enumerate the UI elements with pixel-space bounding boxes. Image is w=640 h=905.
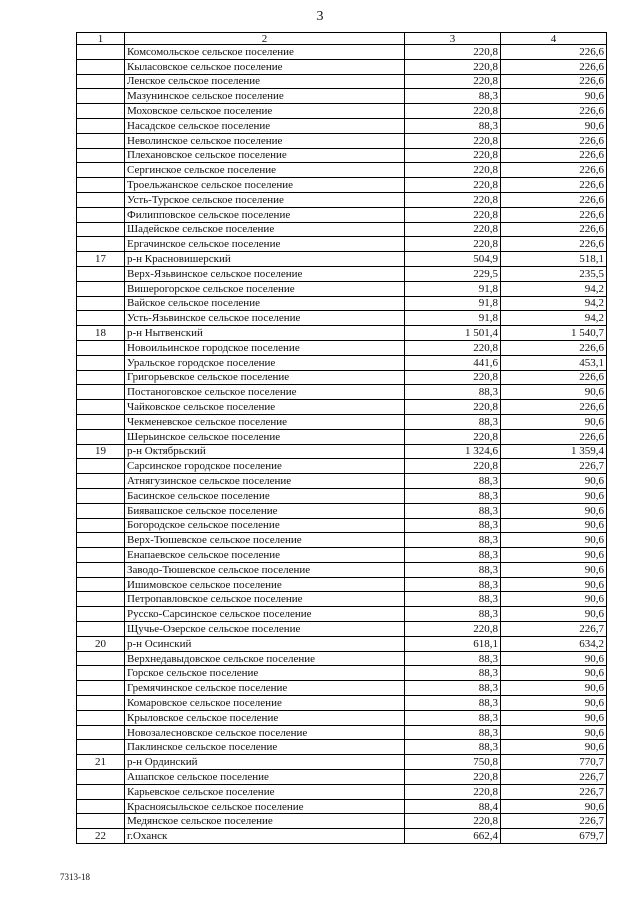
table-row — [77, 192, 607, 207]
row-number-cell — [77, 696, 125, 711]
row-number-cell — [77, 429, 125, 444]
municipality-name-cell: Комаровское сельское поселение — [125, 696, 405, 711]
municipality-name-cell: Неволинское сельское поселение — [125, 133, 405, 148]
value-column-3-cell: 91,8 — [405, 281, 501, 296]
table-row — [77, 429, 607, 444]
value-column-4-cell: 226,6 — [501, 148, 607, 163]
value-column-4-cell: 226,7 — [501, 814, 607, 829]
value-column-3-cell: 88,3 — [405, 666, 501, 681]
municipality-name-cell: Карьевское сельское поселение — [125, 784, 405, 799]
value-column-4-cell: 90,6 — [501, 607, 607, 622]
value-column-4-cell: 226,6 — [501, 192, 607, 207]
municipality-name-cell: Мазунинское сельское поселение — [125, 89, 405, 104]
row-number-cell — [77, 784, 125, 799]
value-column-4-cell: 226,7 — [501, 622, 607, 637]
row-number-cell — [77, 548, 125, 563]
value-column-3-cell: 88,3 — [405, 696, 501, 711]
row-number-cell — [77, 518, 125, 533]
row-number-cell — [77, 355, 125, 370]
table-row — [77, 326, 607, 341]
value-column-3-cell: 220,8 — [405, 104, 501, 119]
value-column-4-cell: 634,2 — [501, 636, 607, 651]
value-column-3-cell: 229,5 — [405, 266, 501, 281]
municipality-name-cell: Новоильинское городское поселение — [125, 340, 405, 355]
value-column-4-cell: 518,1 — [501, 252, 607, 267]
table-row — [77, 503, 607, 518]
table-row — [77, 577, 607, 592]
value-column-4-cell: 90,6 — [501, 710, 607, 725]
table-row — [77, 400, 607, 415]
value-column-4-cell: 1 540,7 — [501, 326, 607, 341]
value-column-4-cell: 770,7 — [501, 755, 607, 770]
municipality-name-cell: Верх-Язьвинское сельское поселение — [125, 266, 405, 281]
row-number-cell — [77, 178, 125, 193]
table-header-row — [77, 33, 607, 45]
table-row — [77, 74, 607, 89]
value-column-4-cell: 90,6 — [501, 518, 607, 533]
allocation-table — [76, 32, 607, 844]
value-column-3-cell: 88,3 — [405, 710, 501, 725]
value-column-3-cell: 220,8 — [405, 133, 501, 148]
table-row — [77, 207, 607, 222]
value-column-4-cell: 226,6 — [501, 400, 607, 415]
value-column-4-cell: 226,7 — [501, 784, 607, 799]
row-number-cell — [77, 651, 125, 666]
value-column-3-cell: 220,8 — [405, 45, 501, 60]
value-column-3-cell: 220,8 — [405, 59, 501, 74]
row-number-cell — [77, 163, 125, 178]
municipality-name-cell: Усть-Турское сельское поселение — [125, 192, 405, 207]
table-row — [77, 59, 607, 74]
table-row — [77, 148, 607, 163]
municipality-name-cell: Шерьинское сельское поселение — [125, 429, 405, 444]
municipality-name-cell: Богородское сельское поселение — [125, 518, 405, 533]
row-number-cell — [77, 592, 125, 607]
table-row — [77, 533, 607, 548]
row-number-cell — [77, 385, 125, 400]
municipality-name-cell: р-н Ординский — [125, 755, 405, 770]
value-column-4-cell: 90,6 — [501, 666, 607, 681]
value-column-3-cell: 1 324,6 — [405, 444, 501, 459]
value-column-3-cell: 1 501,4 — [405, 326, 501, 341]
row-number-cell — [77, 577, 125, 592]
value-column-4-cell: 90,6 — [501, 592, 607, 607]
value-column-4-cell: 226,7 — [501, 459, 607, 474]
value-column-4-cell: 226,7 — [501, 770, 607, 785]
value-column-4-cell: 90,6 — [501, 577, 607, 592]
value-column-4-cell: 90,6 — [501, 651, 607, 666]
value-column-3-cell: 88,3 — [405, 89, 501, 104]
row-number-cell — [77, 666, 125, 681]
value-column-3-cell: 88,3 — [405, 503, 501, 518]
column-header-1: 1 — [77, 33, 125, 45]
value-column-3-cell: 88,3 — [405, 488, 501, 503]
value-column-4-cell: 226,6 — [501, 59, 607, 74]
value-column-4-cell: 90,6 — [501, 725, 607, 740]
municipality-name-cell: Филипповское сельское поселение — [125, 207, 405, 222]
municipality-name-cell: Верх-Тюшевское сельское поселение — [125, 533, 405, 548]
value-column-3-cell: 220,8 — [405, 429, 501, 444]
value-column-4-cell: 226,6 — [501, 104, 607, 119]
row-number-cell — [77, 207, 125, 222]
value-column-4-cell: 226,6 — [501, 45, 607, 60]
municipality-name-cell: Медянское сельское поселение — [125, 814, 405, 829]
municipality-name-cell: Ленское сельское поселение — [125, 74, 405, 89]
document-code: 7313-18 — [60, 872, 90, 882]
row-number-cell — [77, 311, 125, 326]
table-row — [77, 133, 607, 148]
value-column-3-cell: 220,8 — [405, 74, 501, 89]
municipality-name-cell: Гремячинское сельское поселение — [125, 681, 405, 696]
municipality-name-cell: Горское сельское поселение — [125, 666, 405, 681]
municipality-name-cell: Басинское сельское поселение — [125, 488, 405, 503]
table-row — [77, 488, 607, 503]
municipality-name-cell: Атнягузинское сельское поселение — [125, 474, 405, 489]
row-number-cell — [77, 281, 125, 296]
row-number-cell: 22 — [77, 829, 125, 844]
municipality-name-cell: Комсомольское сельское поселение — [125, 45, 405, 60]
table-row — [77, 370, 607, 385]
value-column-3-cell: 220,8 — [405, 459, 501, 474]
table-row — [77, 340, 607, 355]
table-row — [77, 710, 607, 725]
value-column-3-cell: 88,3 — [405, 548, 501, 563]
value-column-4-cell: 226,6 — [501, 163, 607, 178]
value-column-4-cell: 226,6 — [501, 178, 607, 193]
municipality-name-cell: Сергинское сельское поселение — [125, 163, 405, 178]
table-row — [77, 104, 607, 119]
value-column-4-cell: 90,6 — [501, 696, 607, 711]
row-number-cell — [77, 133, 125, 148]
row-number-cell — [77, 622, 125, 637]
municipality-name-cell: Вишерогорское сельское поселение — [125, 281, 405, 296]
municipality-name-cell: Заводо-Тюшевское сельское поселение — [125, 562, 405, 577]
value-column-4-cell: 235,5 — [501, 266, 607, 281]
value-column-3-cell: 88,3 — [405, 740, 501, 755]
municipality-name-cell: Троельжанское сельское поселение — [125, 178, 405, 193]
table-row — [77, 562, 607, 577]
table-row — [77, 666, 607, 681]
value-column-4-cell: 94,2 — [501, 296, 607, 311]
municipality-name-cell: Ергачинское сельское поселение — [125, 237, 405, 252]
table-row — [77, 311, 607, 326]
row-number-cell — [77, 533, 125, 548]
municipality-name-cell: р-н Красновишерский — [125, 252, 405, 267]
row-number-cell: 19 — [77, 444, 125, 459]
table-row — [77, 444, 607, 459]
value-column-3-cell: 220,8 — [405, 622, 501, 637]
row-number-cell — [77, 266, 125, 281]
municipality-name-cell: Насадское сельское поселение — [125, 118, 405, 133]
value-column-3-cell: 220,8 — [405, 400, 501, 415]
value-column-3-cell: 88,3 — [405, 118, 501, 133]
municipality-name-cell: р-н Нытвенский — [125, 326, 405, 341]
table-row — [77, 459, 607, 474]
value-column-3-cell: 220,8 — [405, 207, 501, 222]
table-row — [77, 474, 607, 489]
table-row — [77, 518, 607, 533]
row-number-cell: 21 — [77, 755, 125, 770]
row-number-cell — [77, 370, 125, 385]
table-row — [77, 252, 607, 267]
value-column-3-cell: 88,4 — [405, 799, 501, 814]
row-number-cell — [77, 681, 125, 696]
row-number-cell — [77, 459, 125, 474]
table-row — [77, 296, 607, 311]
municipality-name-cell: Сарсинское городское поселение — [125, 459, 405, 474]
row-number-cell — [77, 222, 125, 237]
value-column-4-cell: 453,1 — [501, 355, 607, 370]
municipality-name-cell: Щучье-Озерское сельское поселение — [125, 622, 405, 637]
value-column-4-cell: 90,6 — [501, 548, 607, 563]
municipality-name-cell: Петропавловское сельское поселение — [125, 592, 405, 607]
value-column-3-cell: 88,3 — [405, 414, 501, 429]
municipality-name-cell: Усть-Язьвинское сельское поселение — [125, 311, 405, 326]
row-number-cell — [77, 474, 125, 489]
value-column-3-cell: 220,8 — [405, 178, 501, 193]
municipality-name-cell: р-н Осинский — [125, 636, 405, 651]
column-header-2: 2 — [125, 33, 405, 45]
municipality-name-cell: Шадейское сельское поселение — [125, 222, 405, 237]
table-row — [77, 770, 607, 785]
table-row — [77, 222, 607, 237]
municipality-name-cell: Ашапское сельское поселение — [125, 770, 405, 785]
value-column-3-cell: 220,8 — [405, 340, 501, 355]
table-row — [77, 237, 607, 252]
value-column-4-cell: 90,6 — [501, 488, 607, 503]
value-column-3-cell: 88,3 — [405, 562, 501, 577]
value-column-3-cell: 220,8 — [405, 192, 501, 207]
value-column-4-cell: 90,6 — [501, 533, 607, 548]
value-column-3-cell: 88,3 — [405, 651, 501, 666]
table-row — [77, 607, 607, 622]
value-column-4-cell: 90,6 — [501, 562, 607, 577]
page-number: 3 — [316, 9, 324, 24]
table-row — [77, 178, 607, 193]
value-column-4-cell: 226,6 — [501, 370, 607, 385]
value-column-4-cell: 226,6 — [501, 207, 607, 222]
value-column-3-cell: 618,1 — [405, 636, 501, 651]
row-number-cell — [77, 192, 125, 207]
value-column-3-cell: 441,6 — [405, 355, 501, 370]
municipality-name-cell: Кыласовское сельское поселение — [125, 59, 405, 74]
row-number-cell — [77, 607, 125, 622]
value-column-4-cell: 226,6 — [501, 74, 607, 89]
value-column-4-cell: 94,2 — [501, 311, 607, 326]
table-row — [77, 651, 607, 666]
municipality-name-cell: Биявашское сельское поселение — [125, 503, 405, 518]
value-column-3-cell: 220,8 — [405, 222, 501, 237]
table-row — [77, 622, 607, 637]
municipality-name-cell: Плехановское сельское поселение — [125, 148, 405, 163]
municipality-name-cell: Григорьевское сельское поселение — [125, 370, 405, 385]
table-row — [77, 548, 607, 563]
value-column-4-cell: 90,6 — [501, 89, 607, 104]
row-number-cell — [77, 296, 125, 311]
value-column-3-cell: 88,3 — [405, 607, 501, 622]
row-number-cell — [77, 740, 125, 755]
row-number-cell — [77, 89, 125, 104]
municipality-name-cell: Уральское городское поселение — [125, 355, 405, 370]
value-column-4-cell: 226,6 — [501, 222, 607, 237]
row-number-cell — [77, 74, 125, 89]
table-row — [77, 681, 607, 696]
row-number-cell — [77, 148, 125, 163]
table-row — [77, 281, 607, 296]
column-header-4: 4 — [501, 33, 607, 45]
row-number-cell — [77, 45, 125, 60]
row-number-cell — [77, 118, 125, 133]
row-number-cell — [77, 400, 125, 415]
value-column-4-cell: 90,6 — [501, 414, 607, 429]
municipality-name-cell: г.Оханск — [125, 829, 405, 844]
value-column-4-cell: 679,7 — [501, 829, 607, 844]
table-row — [77, 755, 607, 770]
row-number-cell — [77, 814, 125, 829]
value-column-3-cell: 220,8 — [405, 784, 501, 799]
municipality-name-cell: Русско-Сарсинское сельское поселение — [125, 607, 405, 622]
value-column-4-cell: 226,6 — [501, 237, 607, 252]
row-number-cell: 17 — [77, 252, 125, 267]
value-column-3-cell: 88,3 — [405, 725, 501, 740]
value-column-4-cell: 90,6 — [501, 118, 607, 133]
municipality-name-cell: Чайковское сельское поселение — [125, 400, 405, 415]
value-column-4-cell: 90,6 — [501, 681, 607, 696]
row-number-cell — [77, 340, 125, 355]
column-header-3: 3 — [405, 33, 501, 45]
value-column-3-cell: 220,8 — [405, 814, 501, 829]
municipality-name-cell: Чекменевское сельское поселение — [125, 414, 405, 429]
row-number-cell — [77, 799, 125, 814]
value-column-3-cell: 88,3 — [405, 681, 501, 696]
value-column-4-cell: 226,6 — [501, 133, 607, 148]
municipality-name-cell: Красноясыльское сельское поселение — [125, 799, 405, 814]
value-column-4-cell: 90,6 — [501, 503, 607, 518]
table-body — [77, 33, 607, 844]
municipality-name-cell: Верхнедавыдовское сельское поселение — [125, 651, 405, 666]
row-number-cell — [77, 562, 125, 577]
municipality-name-cell: р-н Октябрьский — [125, 444, 405, 459]
value-column-3-cell: 88,3 — [405, 474, 501, 489]
value-column-3-cell: 91,8 — [405, 296, 501, 311]
municipality-name-cell: Постаноговское сельское поселение — [125, 385, 405, 400]
table-row — [77, 118, 607, 133]
municipality-name-cell: Вайское сельское поселение — [125, 296, 405, 311]
row-number-cell — [77, 503, 125, 518]
row-number-cell — [77, 770, 125, 785]
table-row — [77, 45, 607, 60]
value-column-3-cell: 220,8 — [405, 237, 501, 252]
value-column-4-cell: 90,6 — [501, 385, 607, 400]
table-row — [77, 636, 607, 651]
table-row — [77, 414, 607, 429]
table-row — [77, 784, 607, 799]
municipality-name-cell: Ишимовское сельское поселение — [125, 577, 405, 592]
table-row — [77, 814, 607, 829]
value-column-3-cell: 750,8 — [405, 755, 501, 770]
row-number-cell — [77, 725, 125, 740]
value-column-4-cell: 90,6 — [501, 740, 607, 755]
value-column-3-cell: 91,8 — [405, 311, 501, 326]
row-number-cell: 20 — [77, 636, 125, 651]
value-column-3-cell: 220,8 — [405, 163, 501, 178]
value-column-3-cell: 88,3 — [405, 518, 501, 533]
table-row — [77, 89, 607, 104]
value-column-4-cell: 90,6 — [501, 474, 607, 489]
row-number-cell — [77, 59, 125, 74]
value-column-4-cell: 94,2 — [501, 281, 607, 296]
table-row — [77, 385, 607, 400]
value-column-3-cell: 220,8 — [405, 370, 501, 385]
table-row — [77, 355, 607, 370]
table-row — [77, 266, 607, 281]
value-column-3-cell: 662,4 — [405, 829, 501, 844]
row-number-cell — [77, 710, 125, 725]
row-number-cell — [77, 237, 125, 252]
municipality-name-cell: Крыловское сельское поселение — [125, 710, 405, 725]
value-column-4-cell: 1 359,4 — [501, 444, 607, 459]
table-row — [77, 829, 607, 844]
table-row — [77, 740, 607, 755]
municipality-name-cell: Моховское сельское поселение — [125, 104, 405, 119]
municipality-name-cell: Паклинское сельское поселение — [125, 740, 405, 755]
value-column-3-cell: 220,8 — [405, 770, 501, 785]
table-row — [77, 592, 607, 607]
value-column-4-cell: 90,6 — [501, 799, 607, 814]
table-row — [77, 163, 607, 178]
value-column-3-cell: 220,8 — [405, 148, 501, 163]
table-row — [77, 725, 607, 740]
municipality-name-cell: Новозалесновское сельское поселение — [125, 725, 405, 740]
value-column-3-cell: 88,3 — [405, 577, 501, 592]
value-column-3-cell: 88,3 — [405, 592, 501, 607]
value-column-4-cell: 226,6 — [501, 429, 607, 444]
row-number-cell — [77, 488, 125, 503]
row-number-cell — [77, 104, 125, 119]
value-column-4-cell: 226,6 — [501, 340, 607, 355]
row-number-cell — [77, 414, 125, 429]
value-column-3-cell: 88,3 — [405, 385, 501, 400]
row-number-cell: 18 — [77, 326, 125, 341]
value-column-3-cell: 504,9 — [405, 252, 501, 267]
table-row — [77, 799, 607, 814]
table-row — [77, 696, 607, 711]
value-column-3-cell: 88,3 — [405, 533, 501, 548]
municipality-name-cell: Енапаевское сельское поселение — [125, 548, 405, 563]
